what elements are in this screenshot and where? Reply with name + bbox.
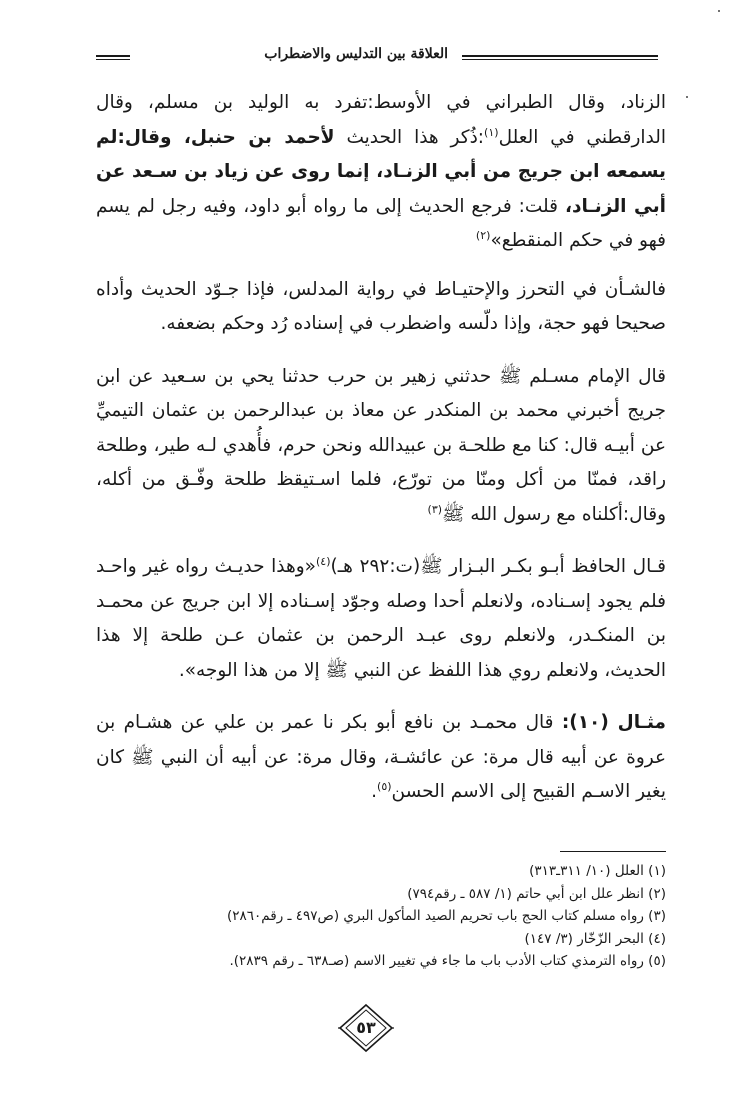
paragraph-text: قـال الحافظ أبـو بكـر البـزار ﷺ(ت:٢٩٢ هـ) xyxy=(330,556,666,577)
paragraph-text: «وهذا حديـث رواه غير واحـد فلم يجود إسـناده، ولانعلم أحدا وصله وجوّد إسـناده إلا ابن جريج عن محمـد بن المنكـدر، ولانعلم روى عبـد الرحمن بن عثمان عـن طلحة إلا هذا الحديث، ولانعلم روي هذا اللفظ عن النبي ﷺ إلا من هذا الوجه». xyxy=(96,556,666,681)
footnote-ref: (٢) xyxy=(475,228,491,242)
footnote-ref: (١) xyxy=(484,125,499,139)
paragraph-text: قال الإمام مسـلم ﷺ حدثني زهير بن حرب حدثنا يحي بن سـعيد عن ابن جريج أخبرني محمد بن المنكدر عن معاذ بن عبدالرحمن بن عثمان التيميِّ عن أبيـه قال: كنا مع طلحـة بن عبيدالله ونحن حرم، فأُهدي لـه طير، وطلحة راقد، فمنّا من أكل ومنّا من تورّع، فلما اسـتيقظ طلحة وفّـق من أكله، وقال:أكلناه مع رسول الله ﷺ xyxy=(96,365,666,525)
paragraph-text: قال محمـد بن نافع أبو بكر نا عمر بن علي عن هشـام بن عروة عن أبيه قال مرة: عن عائشـة، وقال مرة: عن أبيه أن النبي ﷺ كان يغير الاسـم القبيح إلى الاسم الحسن xyxy=(96,712,666,802)
paragraph-4 xyxy=(96,550,666,688)
footnote-3: (٣) رواه مسلم كتاب الحج باب تحريم الصيد المأكول البري (ص٤٩٧ ـ رقم٢٨٦٠) xyxy=(226,908,666,924)
paragraph-text: الزناد، وقال الطبراني في الأوسط:تفرد به الوليد بن مسلم، وقال الدارقطني في العلل xyxy=(96,92,667,148)
footnote-ref: (٥) xyxy=(377,779,392,793)
example-label: مثـال (١٠): xyxy=(561,712,666,733)
footnote-ref: (٣) xyxy=(427,502,443,516)
header-title: العلاقة بين التدليس والاضطراب xyxy=(264,46,448,62)
footnote-ref: (٤) xyxy=(315,554,331,568)
paragraph-text: :ذُكر هذا الحديث xyxy=(334,126,485,148)
header-rule-short xyxy=(96,55,130,60)
running-header xyxy=(96,42,658,74)
paragraph-text: . xyxy=(371,781,378,802)
footnote-1: (١) العلل (١٠/ ٣١١ـ٣١٣) xyxy=(529,863,666,879)
footnote-separator xyxy=(560,851,666,852)
page-number: ٥٣ xyxy=(356,1018,376,1037)
paragraph-1 xyxy=(96,86,666,259)
footnotes xyxy=(150,860,666,973)
header-rule-long xyxy=(462,55,658,60)
paragraph-2: فالشـأن في التحرز والإحتيـاط في رواية المدلس، فإذا جـوّد الحديث وأداه صحيحا فهو حجة، وإذا دلّسه واضطرب في إسناده رُد وحكم بضعفه. xyxy=(96,278,666,334)
scan-speck xyxy=(686,96,688,98)
footnote-4: (٤) البحر الزّخّار (٣/ ١٤٧) xyxy=(524,930,666,947)
footnote-2: (٢) انظر علل ابن أبي حاتم (١/ ٥٨٧ ـ رقم٧٩٤) xyxy=(407,885,666,902)
footnote-5: (٥) رواه الترمذي كتاب الأدب باب ما جاء في تغيير الاسم (صـ٦٣٨ ـ رقم ٢٨٣٩). xyxy=(229,953,666,969)
paragraph-5 xyxy=(96,706,666,810)
paragraph-3 xyxy=(96,360,666,533)
paragraph-bold-text: لأحمد بن حنبل، وقال:لم يسمعه ابن جريج من أبي الزنـاد، إنما روى عن زياد بن سـعد عن أبي الزنـاد، xyxy=(96,126,666,217)
main-text xyxy=(96,86,666,828)
paragraph-text: قلت: فرجع الحديث إلى ما رواه أبو داود، وفيه رجل لم يسم فهو في حكم المنقطع» xyxy=(96,195,666,251)
scan-speck xyxy=(718,10,720,12)
page-number-ornament xyxy=(338,1003,394,1053)
